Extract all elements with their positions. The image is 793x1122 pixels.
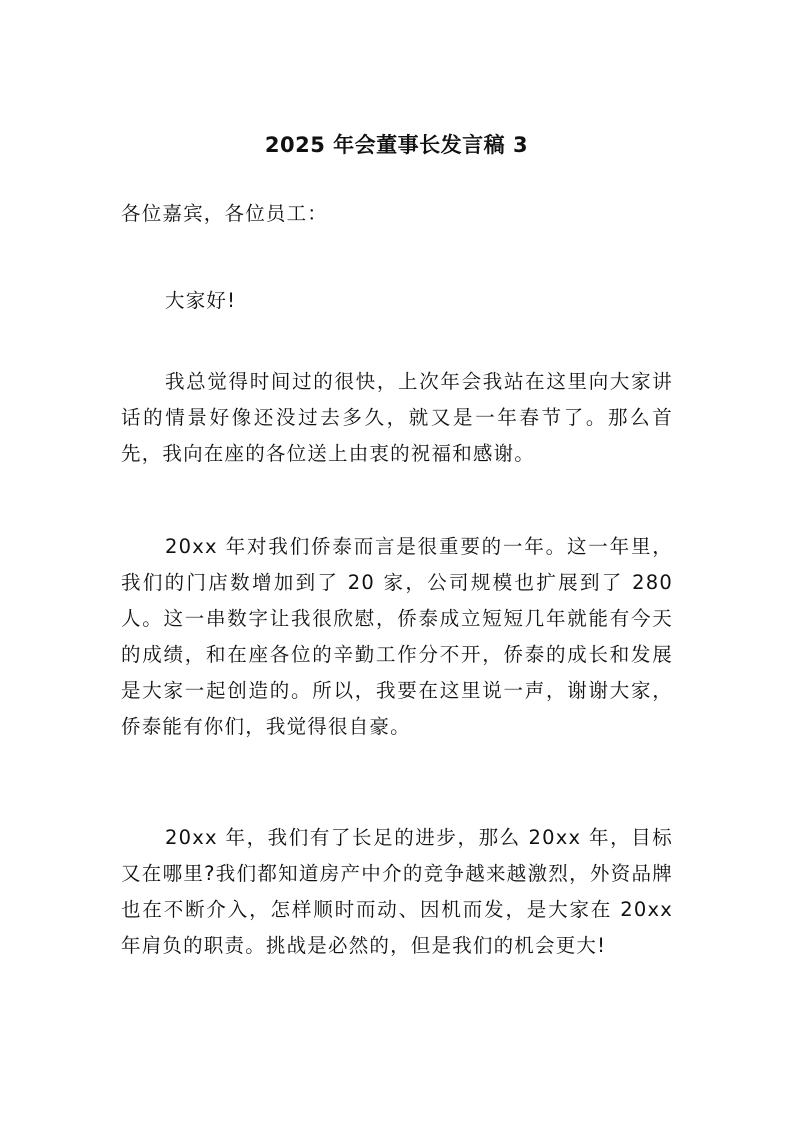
document-title: 2025 年会董事长发言稿 3 bbox=[264, 133, 529, 157]
paragraph-opening: 我总觉得时间过的很快，上次年会我站在这里向大家讲话的情景好像还没过去多久，就又是一年春节了。那么首先，我向在座的各位送上由衷的祝福和感谢。 bbox=[121, 370, 673, 465]
paragraph-greeting: 大家好! bbox=[165, 289, 237, 312]
paragraph-goals: 20xx 年，我们有了长足的进步，那么 20xx 年，目标又在哪里?我们都知道房产中介的竞争越来越激烈，外资品牌也在不断介入，怎样顺时而动、因机而发，是大家在 20xx 年肩负的职责。挑战是必然的，但是我们的机会更大! bbox=[121, 826, 673, 957]
paragraph-achievements: 20xx 年对我们侨泰而言是很重要的一年。这一年里，我们的门店数增加到了 20 家，公司规模也扩展到了 280 人。这一串数字让我很欣慰，侨泰成立短短几年就能有今天的成绩，和在座各位的辛勤工作分不开，侨泰的成长和发展是大家一起创造的。所以，我要在这里说一声，谢谢大家，侨泰能有你们，我觉得很自豪。 bbox=[121, 535, 673, 738]
salutation: 各位嘉宾，各位员工： bbox=[121, 202, 329, 225]
